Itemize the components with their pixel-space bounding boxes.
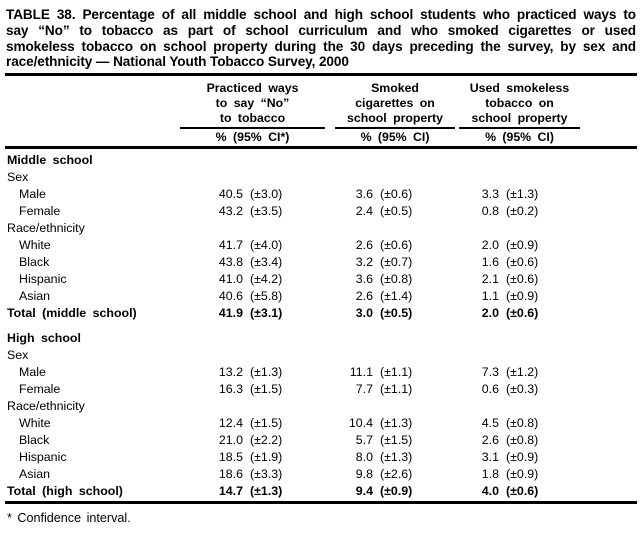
row-label: Asian xyxy=(19,467,50,482)
row-label: Hispanic xyxy=(19,450,67,465)
cell-ci: (±0.8) xyxy=(506,433,539,448)
row-label: Male xyxy=(19,187,46,202)
row-label: Black xyxy=(19,255,50,270)
column-header-text: Practiced ways xyxy=(206,81,299,96)
cell-ci: (±1.3) xyxy=(250,365,283,380)
cell-ci: (±2.2) xyxy=(250,433,283,448)
column-header-text: school property xyxy=(471,111,568,126)
section-header-row xyxy=(5,152,637,169)
row-label: White xyxy=(19,238,51,253)
table-title-line: say “No” to tobacco as part of school curriculum and who smoked cigarettes or used xyxy=(6,22,636,38)
cell-percent: 16.3 xyxy=(218,382,243,397)
table-title xyxy=(5,0,637,73)
cell-percent: 2.1 xyxy=(481,272,499,287)
cell-percent: 41.9 xyxy=(218,306,243,321)
cell-ci: (±1.5) xyxy=(250,382,283,397)
column-header-text: school property xyxy=(347,111,443,126)
section-header: High school xyxy=(7,331,81,346)
column-subheader: % (95% CI) xyxy=(485,130,554,145)
cell-percent: 3.6 xyxy=(355,187,373,202)
cell-percent: 4.0 xyxy=(481,484,499,499)
section-header: Middle school xyxy=(7,153,93,168)
cell-percent: 0.8 xyxy=(481,204,499,219)
cell-ci: (±3.5) xyxy=(250,204,283,219)
cell-percent: 2.6 xyxy=(355,238,373,253)
table-row xyxy=(5,364,637,381)
section-header-row xyxy=(5,330,637,347)
cell-percent: 40.5 xyxy=(218,187,243,202)
cell-percent: 12.4 xyxy=(218,416,243,431)
group-label: Race/ethnicity xyxy=(7,399,85,414)
column-header-text: to tobacco xyxy=(219,111,286,126)
table-title-line: smokeless tobacco on school property during the 30 days preceding the survey, by sex and xyxy=(6,38,636,54)
group-label-row xyxy=(5,398,637,415)
column-header-text: to say “No” xyxy=(215,96,290,111)
table-row xyxy=(5,449,637,466)
cell-percent: 43.8 xyxy=(218,255,243,270)
cell-ci: (±1.4) xyxy=(380,289,413,304)
row-label: Black xyxy=(19,433,50,448)
cell-percent: 10.4 xyxy=(348,416,373,431)
cell-ci: (±1.3) xyxy=(250,484,283,499)
cell-percent: 1.6 xyxy=(481,255,499,270)
cell-ci: (±3.1) xyxy=(250,306,283,321)
cell-ci: (±1.1) xyxy=(380,382,413,397)
cell-percent: 9.4 xyxy=(355,484,373,499)
cell-ci: (±1.9) xyxy=(250,450,283,465)
table-title-line: TABLE 38. Percentage of all middle school and high school students who practiced ways to xyxy=(6,7,636,22)
row-label: Female xyxy=(19,204,61,219)
cell-ci: (±2.6) xyxy=(380,467,413,482)
cell-ci: (±0.3) xyxy=(506,382,539,397)
column-group-smoked-cigarettes xyxy=(335,81,455,145)
column-header-text: Smoked xyxy=(371,81,419,96)
group-label: Race/ethnicity xyxy=(7,221,85,236)
cell-percent: 41.7 xyxy=(218,238,243,253)
row-label: Asian xyxy=(19,289,50,304)
cell-percent: 4.5 xyxy=(481,416,499,431)
cell-percent: 18.5 xyxy=(218,450,243,465)
cell-ci: (±3.3) xyxy=(250,467,283,482)
group-label: Sex xyxy=(7,348,29,363)
cell-ci: (±4.0) xyxy=(250,238,283,253)
column-header-text: Used smokeless xyxy=(469,81,570,96)
cell-ci: (±1.3) xyxy=(380,416,413,431)
cell-ci: (±0.5) xyxy=(380,204,413,219)
cell-percent: 2.6 xyxy=(355,289,373,304)
group-label-row xyxy=(5,347,637,364)
total-row xyxy=(5,305,637,322)
table-row xyxy=(5,203,637,220)
cell-percent: 2.0 xyxy=(481,238,499,253)
cell-ci: (±0.6) xyxy=(506,255,539,270)
cell-percent: 3.1 xyxy=(481,450,499,465)
cell-ci: (±3.0) xyxy=(250,187,283,202)
cell-percent: 18.6 xyxy=(218,467,243,482)
column-header-text: cigarettes on xyxy=(355,96,435,111)
cell-ci: (±0.9) xyxy=(506,450,539,465)
row-label: White xyxy=(19,416,51,431)
cell-percent: 3.0 xyxy=(355,306,373,321)
cell-ci: (±1.5) xyxy=(380,433,413,448)
cell-percent: 41.0 xyxy=(218,272,243,287)
cell-ci: (±0.7) xyxy=(380,255,413,270)
cell-ci: (±0.9) xyxy=(506,238,539,253)
cell-percent: 7.7 xyxy=(355,382,373,397)
column-subheader: % (95% CI*) xyxy=(215,130,290,145)
table-body xyxy=(5,149,637,501)
column-group-name xyxy=(459,81,580,129)
cell-ci: (±1.1) xyxy=(380,365,413,380)
column-group-name xyxy=(180,81,325,129)
column-headers xyxy=(5,76,637,146)
cell-ci: (±0.6) xyxy=(506,272,539,287)
table-row xyxy=(5,415,637,432)
cell-ci: (±0.6) xyxy=(380,238,413,253)
cell-percent: 14.7 xyxy=(218,484,243,499)
cell-percent: 1.8 xyxy=(481,467,499,482)
table-row xyxy=(5,381,637,398)
cell-ci: (±0.9) xyxy=(506,289,539,304)
row-label: Female xyxy=(19,382,61,397)
cell-ci: (±0.6) xyxy=(380,187,413,202)
cell-ci: (±0.9) xyxy=(506,467,539,482)
cell-ci: (±1.3) xyxy=(380,450,413,465)
cell-percent: 7.3 xyxy=(481,365,499,380)
cell-ci: (±0.2) xyxy=(506,204,539,219)
total-row xyxy=(5,483,637,500)
cell-ci: (±0.5) xyxy=(380,306,413,321)
column-group-smokeless-tobacco xyxy=(459,81,580,145)
footnote: * Confidence interval. xyxy=(7,510,131,525)
table-title-line: race/ethnicity — National Youth Tobacco Survey, 2000 xyxy=(6,54,349,70)
cell-ci: (±4.2) xyxy=(250,272,283,287)
cell-percent: 8.0 xyxy=(355,450,373,465)
group-label-row xyxy=(5,169,637,186)
cell-percent: 0.6 xyxy=(481,382,499,397)
cell-percent: 2.6 xyxy=(481,433,499,448)
group-label: Sex xyxy=(7,170,29,185)
cell-percent: 11.1 xyxy=(349,365,373,380)
row-label: Total (high school) xyxy=(7,484,123,499)
cell-percent: 2.0 xyxy=(481,306,499,321)
cell-ci: (±3.4) xyxy=(250,255,283,270)
table-row xyxy=(5,271,637,288)
cell-ci: (±0.8) xyxy=(380,272,413,287)
cell-ci: (±0.6) xyxy=(506,484,539,499)
table-row xyxy=(5,288,637,305)
table-row xyxy=(5,186,637,203)
cell-percent: 3.6 xyxy=(355,272,373,287)
column-group-practiced-ways xyxy=(180,81,325,145)
cell-percent: 40.6 xyxy=(218,289,243,304)
row-label: Male xyxy=(19,365,46,380)
cell-ci: (±1.3) xyxy=(506,187,539,202)
row-label: Total (middle school) xyxy=(7,306,137,321)
table-row xyxy=(5,432,637,449)
column-group-name xyxy=(335,81,455,129)
cell-percent: 9.8 xyxy=(355,467,373,482)
cell-percent: 43.2 xyxy=(218,204,243,219)
row-label: Hispanic xyxy=(19,272,67,287)
cell-percent: 21.0 xyxy=(218,433,243,448)
cell-ci: (±0.9) xyxy=(380,484,413,499)
cell-percent: 5.7 xyxy=(355,433,373,448)
cell-percent: 2.4 xyxy=(355,204,373,219)
cell-percent: 1.1 xyxy=(481,289,499,304)
cell-ci: (±0.8) xyxy=(506,416,539,431)
cell-ci: (±5.8) xyxy=(250,289,283,304)
cell-percent: 3.3 xyxy=(481,187,499,202)
cell-percent: 13.2 xyxy=(218,365,243,380)
cell-percent: 3.2 xyxy=(355,255,373,270)
cell-ci: (±1.2) xyxy=(506,365,539,380)
column-header-text: tobacco on xyxy=(485,96,554,111)
cell-ci: (±1.5) xyxy=(250,416,283,431)
group-label-row xyxy=(5,220,637,237)
table-row xyxy=(5,466,637,483)
table-row xyxy=(5,254,637,271)
column-subheader: % (95% CI) xyxy=(360,130,430,145)
table-row xyxy=(5,237,637,254)
cell-ci: (±0.6) xyxy=(506,306,539,321)
